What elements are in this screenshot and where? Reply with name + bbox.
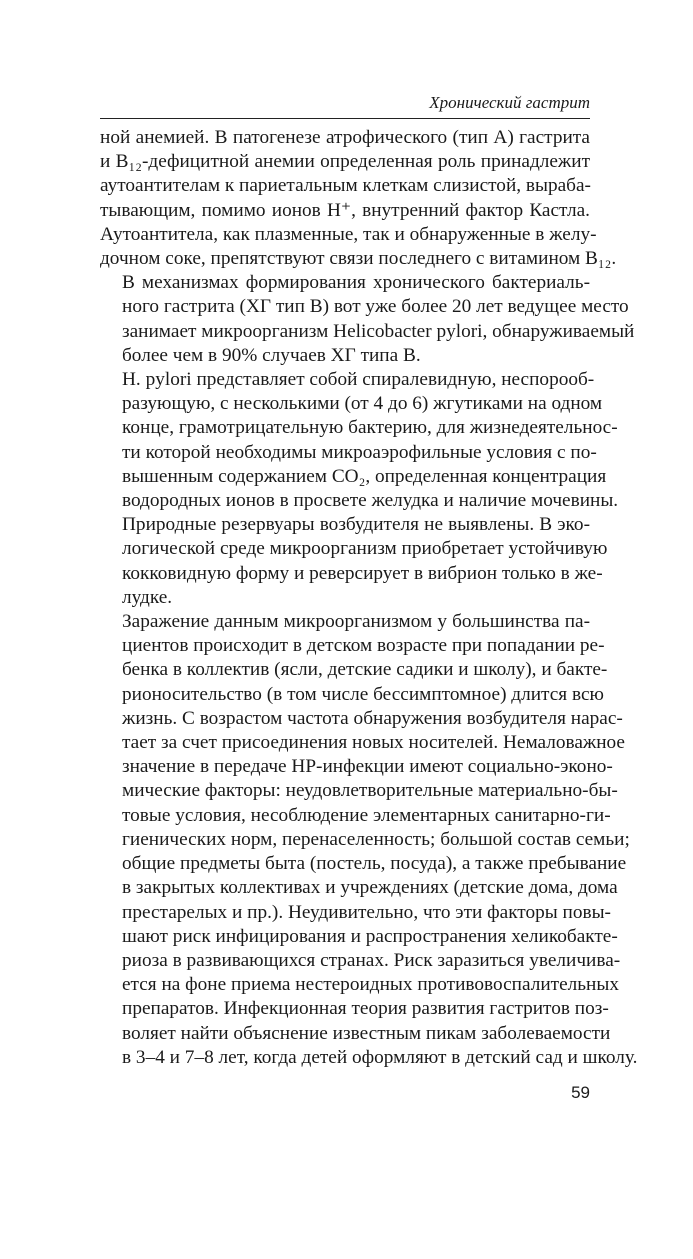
paragraph-2 [100,271,635,368]
text-line: тает за счет присоединения новых носителей. Немаловажное [122,732,625,754]
text-line: престарелых и пр.). Неудивительно, что эти факторы повы- [122,901,611,923]
text-line: лудке. [122,586,173,608]
paragraph-4 [100,610,638,1070]
text-line: рионосительство (в том числе бессимптомное) длится всю [122,683,604,705]
text-line: тывающим, помимо ионов H⁺, внутренний фактор Кастла. [100,199,590,221]
text-line: логической среде микроорганизм приобретает устойчивую [122,538,608,560]
text-line: жизнь. С возрастом частота обнаружения возбудителя нарас- [122,707,623,729]
text-line: товые условия, несоблюдение элементарных санитарно-ги- [122,804,611,826]
text-line: кокковидную форму и реверсирует в вибрион только в же- [122,562,603,584]
page-number: 59 [571,1083,590,1102]
text-line: занимает микроорганизм Helicobacter pylori, обнаруживаемый [122,320,635,342]
text-line: бенка в коллектив (ясли, детские садики и школу), и бакте- [122,659,608,681]
text-line: шают риск инфицирования и распространения хеликобакте- [122,925,618,947]
paragraph-3 [100,368,619,610]
text-line: Аутоантитела, как плазменные, так и обнаруженные в желу- [100,223,597,245]
text-line: вышенным содержанием CO₂, определенная концентрация [122,465,607,487]
text-line: разующую, с несколькими (от 4 до 6) жгутиками на одном [122,393,603,415]
text-line: ного гастрита (ХГ тип В) вот уже более 20 лет ведущее место [122,296,629,318]
text-line: общие предметы быта (постель, посуда), а также пребывание [122,853,627,875]
text-line: гиенических норм, перенаселенность; большой состав семьи; [122,828,630,850]
text-line: водородных ионов в просвете желудка и наличие мочевины. [122,490,619,512]
text-line: Природные резервуары возбудителя не выявлены. В эко- [122,514,590,536]
text-line: препаратов. Инфекционная теория развития гастритов поз- [122,998,609,1020]
text-line: H. pylori представляет собой спиралевидную, неспорооб- [122,369,595,391]
text-line: значение в передаче HP-инфекции имеют социально-эконо- [122,756,613,778]
text-line: мические факторы: неудовлетворительные материально-бы- [122,780,618,802]
text-line: В механизмах формирования хронического бактериаль- [122,272,590,294]
running-header: Хронический гастрит [429,93,590,112]
text-line: более чем в 90% случаев ХГ типа В. [122,344,421,366]
text-line: аутоантителам к париетальным клеткам слизистой, выраба- [100,175,591,197]
text-line: воляет найти объяснение известным пикам заболеваемости [122,1022,611,1044]
text-line: дочном соке, препятствуют связи последнего с витамином B₁₂. [100,248,617,270]
text-line: ти которой необходимы микроаэрофильные условия с по- [122,441,597,463]
text-line: Заражение данным микроорганизмом у большинства па- [122,611,590,633]
text-line: в 3–4 и 7–8 лет, когда детей оформляют в детский сад и школу. [122,1046,638,1068]
text-line: ется на фоне приема нестероидных противовоспалительных [122,974,619,996]
header-rule [100,118,590,119]
text-line: и B₁₂-дефицитной анемии определенная роль принадлежит [100,151,590,173]
body-text [100,126,638,1070]
text-line: в закрытых коллективах и учреждениях (детские дома, дома [122,877,618,899]
text-line: конце, грамотрицательную бактерию, для жизнедеятельнос- [122,417,618,439]
text-line: риоза в развивающихся странах. Риск заразиться увеличива- [122,949,621,971]
text-line: ной анемией. В патогенезе атрофического (тип А) гастрита [100,127,590,148]
text-line: циентов происходит в детском возрасте при попадании ре- [122,635,605,657]
paragraph-1 [100,126,617,271]
